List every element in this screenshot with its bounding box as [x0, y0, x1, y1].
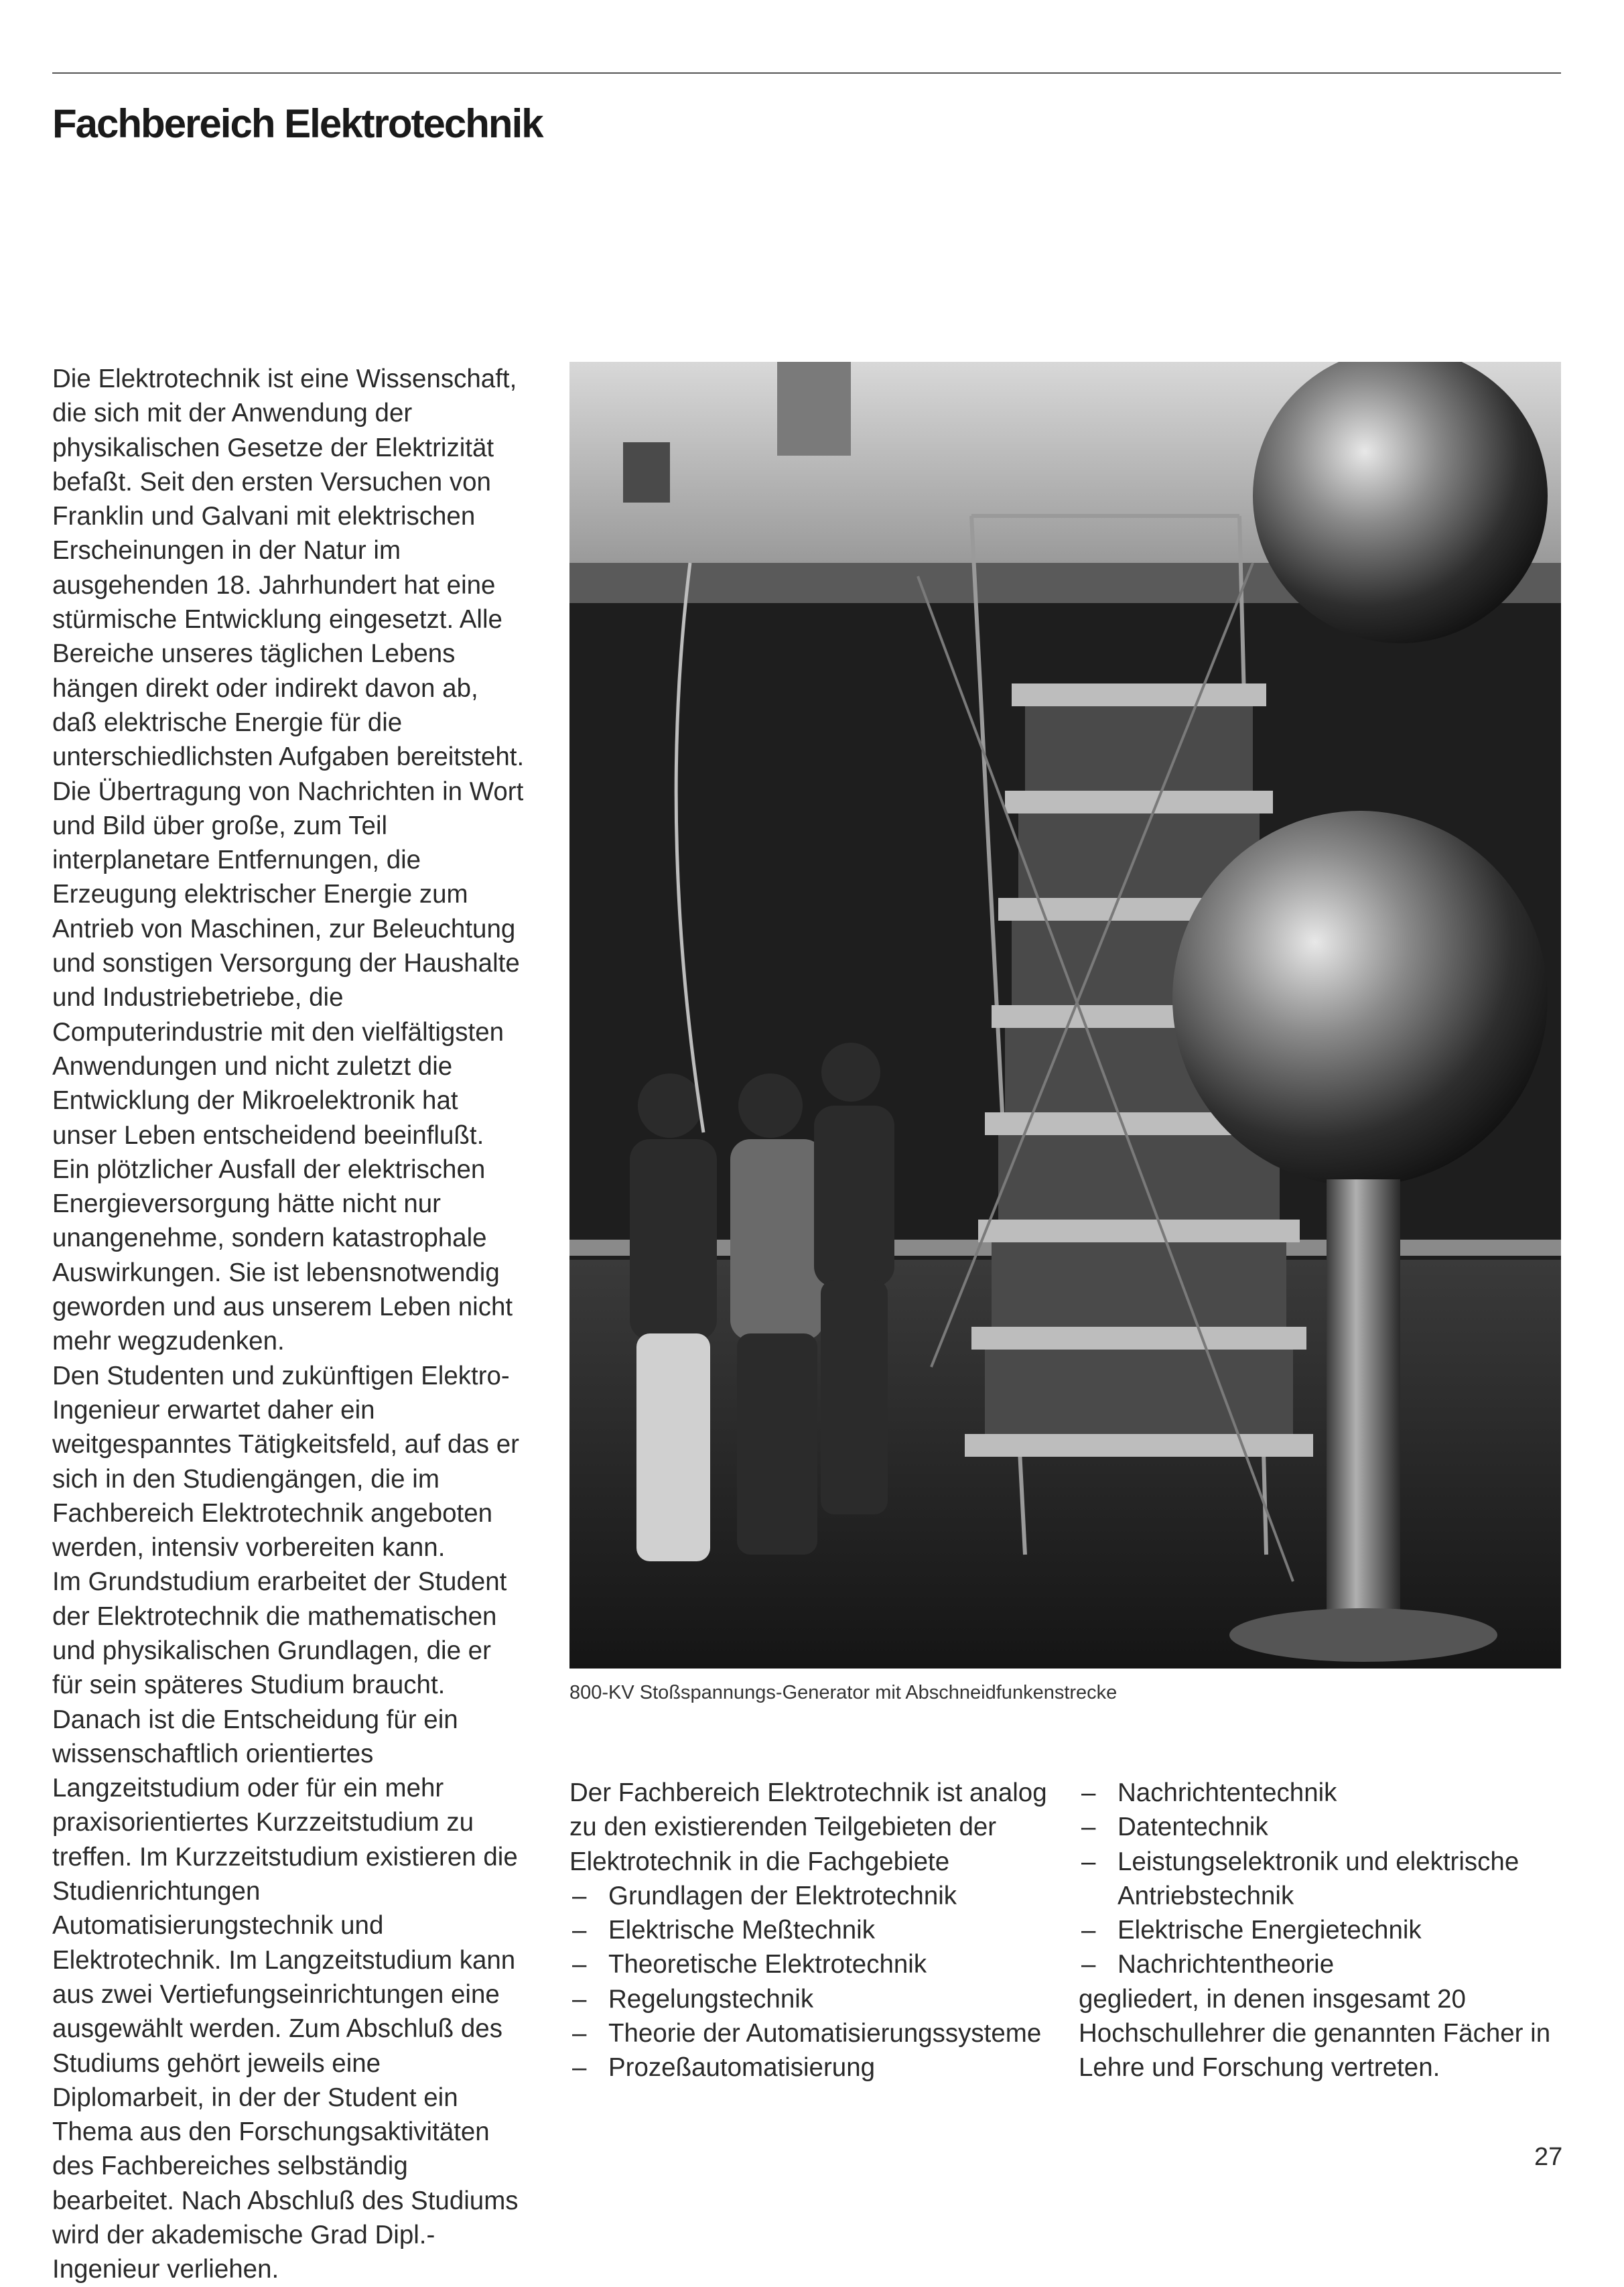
list-item: – Regelungstechnik: [569, 1982, 1052, 2016]
page-title: Fachbereich Elektrotechnik: [52, 101, 543, 146]
intro-paragraph-1: Die Elektrotechnik ist eine Wissenschaft, die sich mit der Anwendung der physikalischen Gesetze der Elektrizität befaßt. Seit den ersten Versuchen von Franklin und Galvani mit elektrischen Erscheinungen in der Natur im ausgehenden 18. Jahrhundert hat eine stürmische Entwicklung eingesetzt. Alle Bereiche unseres täglichen Lebens hängen direkt oder indirekt davon ab, daß elektrische Energie für die unterschiedlichsten Aufgaben bereitsteht. Die Übertragung von Nachrichten in Wort und Bild über große, zum Teil interplanetare Entfernungen, die Erzeugung elektrischer Energie zum Antrieb von Maschinen, zur Beleuchtung und sonstigen Versorgung der Haushalte und Industriebetriebe, die Computerindustrie mit den vielfältigsten Anwendungen und nicht zuletzt die Entwicklung der Mikroelektronik hat unser Leben entscheidend beeinflußt. Ein plötzlicher Ausfall der elektrischen Energieversorgung hätte nicht nur unangenehme, sondern katastrophale Auswirkungen. Sie ist lebensnotwendig geworden und aus unserem Leben nicht mehr wegzudenken.: [52, 365, 525, 1356]
list-item: – Prozeßautomatisierung: [569, 2050, 1052, 2085]
fachgebiete-column-left: [569, 1776, 1052, 2085]
list-item: – Theoretische Elektrotechnik: [569, 1947, 1052, 1981]
fachgebiete-intro: Der Fachbereich Elektrotechnik ist analog zu den existierenden Teilgebieten der Elektrotechnik in die Fachgebiete: [569, 1778, 1047, 1876]
list-item: – Nachrichtentechnik: [1079, 1776, 1561, 1810]
list-item: – Datentechnik: [1079, 1810, 1561, 1844]
list-item: – Elektrische Energietechnik: [1079, 1913, 1561, 1947]
list-item: – Elektrische Meßtechnik: [569, 1913, 1052, 1947]
intro-text-column: [52, 362, 528, 2287]
generator-photo-illustration: [569, 362, 1561, 1669]
generator-photo: [569, 362, 1561, 1669]
fachgebiete-column-right: [1079, 1776, 1561, 2085]
fachgebiete-list-left: [569, 1879, 1052, 2085]
page-number: 27: [1534, 2143, 1563, 2171]
list-item: – Leistungselektronik und elektrische Antriebstechnik: [1079, 1845, 1561, 1914]
top-rule: [52, 72, 1561, 74]
fachgebiete-outro: gegliedert, in denen insgesamt 20 Hochschullehrer die genannten Fächer in Lehre und Forschung vertreten.: [1079, 1984, 1551, 2083]
list-item: – Nachrichtentheorie: [1079, 1947, 1561, 1981]
intro-paragraph-2: Den Studenten und zukünftigen Elektro-Ingenieur erwartet daher ein weitgespanntes Tätigkeitsfeld, auf das er sich in den Studiengängen, die im Fachbereich Elektrotechnik angeboten werden, intensiv vorbereiten kann.: [52, 1361, 519, 1563]
list-item: – Grundlagen der Elektrotechnik: [569, 1879, 1052, 1913]
photo-caption: 800-KV Stoßspannungs-Generator mit Abschneidfunkenstrecke: [569, 1682, 1118, 1703]
list-item: – Theorie der Automatisierungssysteme: [569, 2016, 1052, 2050]
fachgebiete-list-right: [1079, 1776, 1561, 1982]
intro-paragraph-3: Im Grundstudium erarbeitet der Student der Elektrotechnik die mathematischen und physikalischen Grundlagen, die er für sein späteres Studium braucht. Danach ist die Entscheidung für ein wissenschaftlich orientiertes Langzeitstudium oder für ein mehr praxisorientiertes Kurzzeitstudium zu treffen. Im Kurzzeitstudium existieren die Studienrichtungen Automatisierungstechnik und Elektrotechnik. Im Langzeitstudium kann aus zwei Vertiefungseinrichtungen eine ausgewählt werden. Zum Abschluß des Studiums gehört jeweils eine Diplomarbeit, in der der Student ein Thema aus den Forschungsaktivitäten des Fachbereiches selbständig bearbeitet. Nach Abschluß des Studiums wird der akademische Grad Dipl.-Ingenieur verliehen.: [52, 1567, 519, 2284]
